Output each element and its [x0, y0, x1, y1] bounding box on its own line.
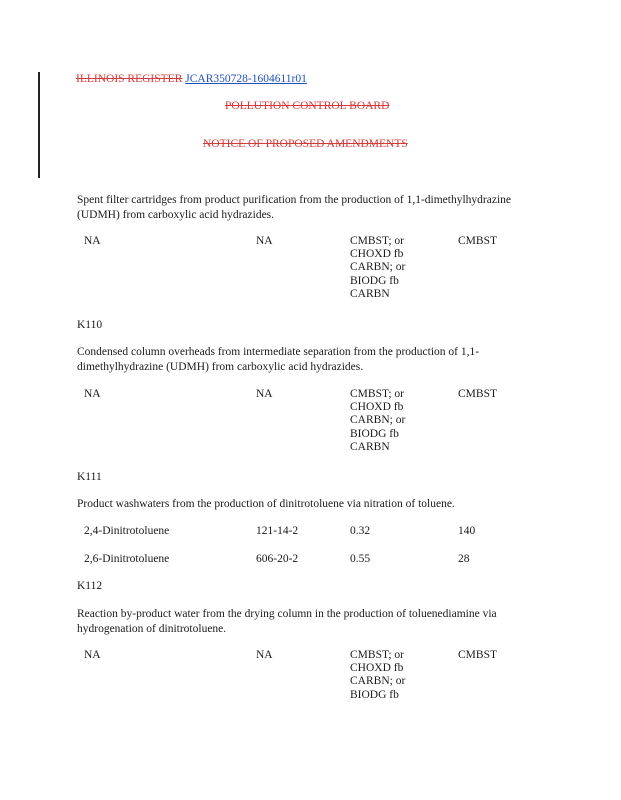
k111-row2-constituent: 2,6-Dinitrotoluene — [84, 553, 170, 565]
k112-col3 — [350, 649, 405, 702]
register-title-struck: ILLINOIS REGISTER — [76, 73, 183, 85]
k110-tech-3: CARBN; or — [350, 414, 406, 427]
k110-tech-2: CHOXD fb — [350, 401, 404, 414]
k109-tech-2: CHOXD fb — [350, 248, 404, 261]
k111-row2-nonwastewater: 28 — [458, 553, 470, 565]
k112-tech-1: CMBST; or — [350, 649, 405, 661]
k111-row1-nonwastewater: 140 — [458, 525, 476, 537]
k112-code: K112 — [77, 580, 103, 592]
k111-row1-wastewater: 0.32 — [350, 525, 371, 537]
register-header — [76, 73, 307, 85]
k109-tech-4: BIODG fb — [350, 274, 399, 287]
k110-col3 — [350, 388, 405, 454]
revision-margin-bar — [38, 72, 40, 178]
board-title: POLLUTION CONTROL BOARD — [225, 100, 390, 112]
k112-description: Reaction by-product water from the drying column in the production of toluenediamine via hydrogenation of dinitrotoluene. — [77, 608, 497, 635]
k109-col4: CMBST — [458, 235, 497, 247]
k112-col1: NA — [84, 649, 101, 661]
k109-tech-5: CARBN — [350, 287, 390, 300]
k110-col4: CMBST — [458, 388, 497, 400]
k110-tech-5: CARBN — [350, 440, 390, 453]
register-id-inserted: JCAR350728-1604611r01 — [185, 73, 307, 85]
k109-col2: NA — [256, 235, 273, 247]
k111-row2-wastewater: 0.55 — [350, 553, 371, 565]
k111-code: K111 — [77, 471, 102, 483]
k111-row1-constituent: 2,4-Dinitrotoluene — [84, 525, 170, 537]
k111-row1-cas: 121-14-2 — [256, 525, 299, 537]
k112-tech-4: BIODG fb — [350, 688, 399, 701]
k110-col1: NA — [84, 388, 101, 400]
k109-tech-1: CMBST; or — [350, 235, 405, 247]
k111-description: Product washwaters from the production of dinitrotoluene via nitration of toluene. — [77, 498, 455, 510]
k109-col1: NA — [84, 235, 101, 247]
k109-col3 — [350, 235, 405, 301]
k110-code: K110 — [77, 319, 103, 331]
k110-description: Condensed column overheads from intermediate separation from the production of 1,1-dimethylhydrazine (UDMH) from carboxylic acid hydrazides. — [77, 346, 480, 373]
k112-tech-3: CARBN; or — [350, 675, 406, 688]
k110-col2: NA — [256, 388, 273, 400]
k109-description: Spent filter cartridges from product purification from the production of 1,1-dimethylhydrazine (UDMH) from carboxylic acid hydrazides. — [77, 194, 511, 221]
k112-tech-2: CHOXD fb — [350, 662, 404, 675]
k112-col4: CMBST — [458, 649, 497, 661]
notice-title: NOTICE OF PROPOSED AMENDMENTS — [203, 138, 408, 150]
k109-tech-3: CARBN; or — [350, 261, 406, 274]
k110-tech-4: BIODG fb — [350, 427, 399, 440]
k110-tech-1: CMBST; or — [350, 388, 405, 400]
k112-col2: NA — [256, 649, 273, 661]
k111-row2-cas: 606-20-2 — [256, 553, 299, 565]
